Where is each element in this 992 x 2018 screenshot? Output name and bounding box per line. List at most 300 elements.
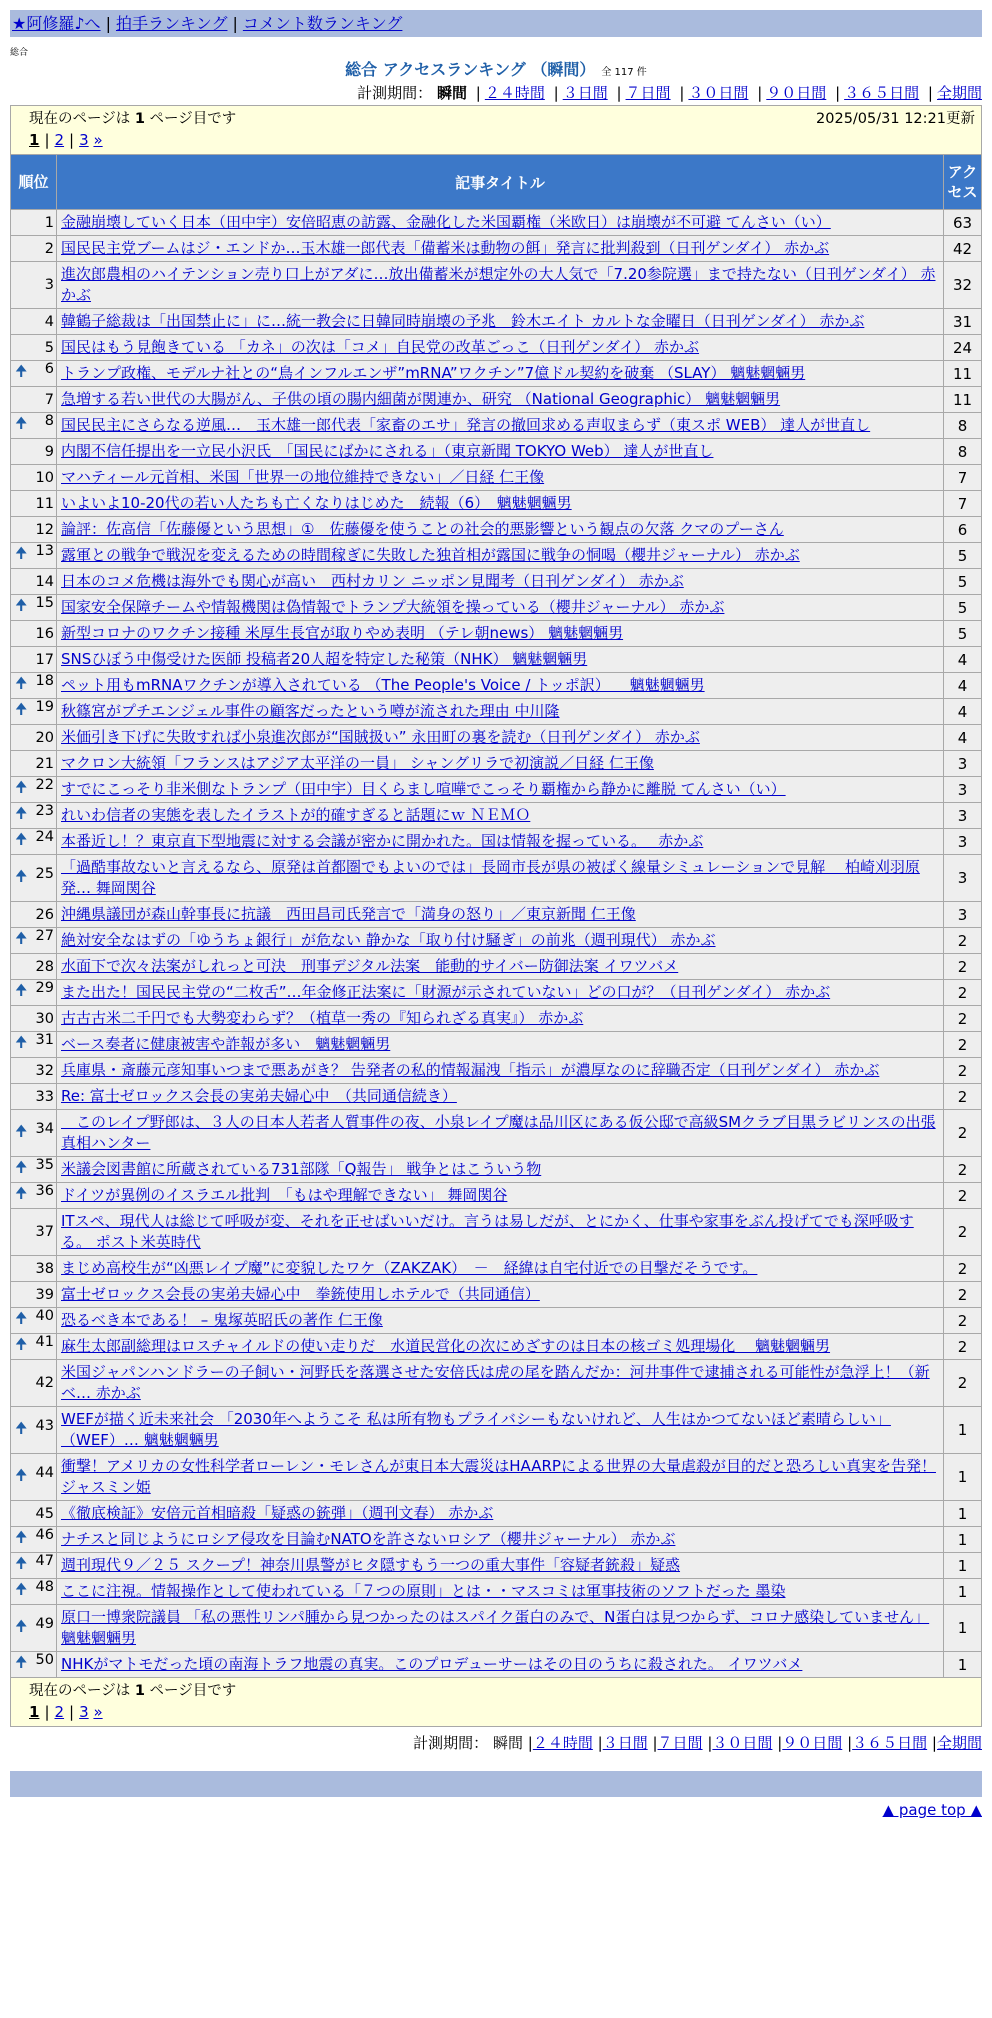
title-cell (57, 777, 944, 803)
rank-up-arrow-icon: 🠉 (15, 929, 28, 947)
rank-number: 3 (44, 277, 54, 293)
access-count: 2 (943, 1157, 981, 1183)
rank-cell (11, 1652, 57, 1678)
access-count: 2 (943, 1334, 981, 1360)
rank-cell (11, 980, 57, 1006)
table-row (11, 1501, 982, 1527)
title-cell (57, 1308, 944, 1334)
rank-up-arrow-icon: 🠉 (15, 830, 28, 848)
article-title-link[interactable]: 韓鶴子総裁は「出国禁止に」に…統一教会に日韓同時崩壊の予兆 鈴木エイト カルトな金曜日（日刊ゲンダイ） 赤かぶ (61, 312, 865, 330)
rank-cell (11, 465, 57, 491)
article-title-link[interactable]: 秋篠宮がプチエンジェル事件の顧客だったという噂が流された理由 中川隆 (61, 702, 560, 720)
period-90d-bottom[interactable]: ９０日間 (782, 1734, 843, 1752)
title-cell (57, 1006, 944, 1032)
rank-number: 25 (35, 865, 54, 882)
access-count: 2 (943, 980, 981, 1006)
rank-number: 9 (44, 443, 54, 460)
table-row (11, 595, 982, 621)
updated-time: 2025/05/31 12:21更新 (816, 111, 975, 127)
rank-cell (11, 236, 57, 262)
rank-number: 18 (35, 673, 54, 689)
rank-up-arrow-icon: 🠉 (15, 1033, 28, 1051)
table-row (11, 1334, 982, 1360)
access-count: 2 (943, 1308, 981, 1334)
rank-cell (11, 1579, 57, 1605)
rank-up-arrow-icon: 🠉 (15, 1616, 28, 1635)
period-label-bottom: 計測期間： (413, 1734, 489, 1752)
access-count: 1 (943, 1652, 981, 1678)
title-cell (57, 595, 944, 621)
title-cell (57, 1084, 944, 1110)
clap-ranking-link[interactable]: 拍手ランキング (115, 14, 228, 33)
rank-cell (11, 647, 57, 673)
access-count: 2 (943, 928, 981, 954)
rank-up-arrow-icon: 🠉 (15, 804, 28, 822)
title-cell (57, 1110, 944, 1157)
title-cell (57, 491, 944, 517)
rank-number: 30 (35, 1010, 54, 1027)
title-cell (57, 829, 944, 855)
table-row (11, 1605, 982, 1652)
period-3d-bottom[interactable]: ３日間 (602, 1734, 648, 1752)
title-cell (57, 1209, 944, 1256)
title-cell (57, 1334, 944, 1360)
access-count: 6 (943, 517, 981, 543)
rank-cell (11, 1407, 57, 1454)
access-count: 1 (943, 1605, 981, 1652)
table-row (11, 1157, 982, 1183)
rank-cell (11, 309, 57, 335)
period-24h-bottom[interactable]: ２４時間 (532, 1734, 593, 1752)
title-cell (57, 335, 944, 361)
rank-cell (11, 543, 57, 569)
table-row (11, 1058, 982, 1084)
table-row (11, 1454, 982, 1501)
title-cell (57, 413, 944, 439)
title-cell (57, 902, 944, 928)
rank-number: 36 (35, 1183, 54, 1199)
table-row (11, 387, 982, 413)
table-header (11, 155, 982, 210)
table-row (11, 777, 982, 803)
rank-cell (11, 725, 57, 751)
rank-cell (11, 1360, 57, 1407)
access-count: 8 (943, 439, 981, 465)
table-row (11, 1209, 982, 1256)
rank-number: 12 (35, 521, 54, 538)
page-2-link-bottom[interactable]: 2 (54, 1703, 65, 1721)
table-row (11, 1652, 982, 1678)
rank-cell (11, 1527, 57, 1553)
article-title-link[interactable]: ここに注視。情報操作として使われている「７つの原則」とは・・マスコミは軍事技術のソフトだった 墨染 (61, 1582, 786, 1600)
article-title-link[interactable]: WEFが描く近未来社会 「2030年へようこそ 私は所有物もプライバシーもないけれど、人生はかつてないほど素晴らしい」 （WEF）… 魑魅魍魎男 (61, 1410, 891, 1449)
rank-cell (11, 1209, 57, 1256)
rank-cell (11, 803, 57, 829)
rank-number: 42 (35, 1375, 54, 1391)
title-cell (57, 517, 944, 543)
article-title-link[interactable]: いよいよ10-20代の若い人たちも亡くなりはじめた 続報（6） 魑魅魍魎男 (61, 494, 572, 512)
page-3-link-bottom[interactable]: 3 (79, 1703, 89, 1721)
table-row (11, 751, 982, 777)
article-title-link[interactable]: 兵庫県・斎藤元彦知事いつまで悪あがき？ 告発者の私的情報漏洩「指示」が濃厚なのに辞職否定（日刊ゲンダイ） 赤かぶ (61, 1061, 880, 1079)
rank-cell (11, 751, 57, 777)
title-cell (57, 1501, 944, 1527)
access-count: 5 (943, 569, 981, 595)
article-title-link[interactable]: 金融崩壊していく日本（田中宇）安倍昭恵の訪露、金融化した米国覇権（米欧日）は崩壊が不可避 てんさい（い） (61, 213, 831, 231)
article-title-link[interactable]: 日本のコメ危機は海外でも関心が高い 西村カリン ニッポン見聞考（日刊ゲンダイ） 赤かぶ (61, 572, 684, 590)
top-nav: ★阿修羅♪へ | 拍手ランキング | コメント数ランキング (10, 10, 982, 37)
title-cell (57, 1652, 944, 1678)
period-7d-bottom[interactable]: ７日間 (657, 1734, 703, 1752)
table-row (11, 902, 982, 928)
rank-up-arrow-icon: 🠉 (15, 866, 28, 885)
article-title-link[interactable]: ペット用もmRNAワクチンが導入されている （The People's Voice / トッポ訳） 魑魅魍魎男 (61, 676, 705, 694)
access-count: 1 (943, 1501, 981, 1527)
rank-number: 14 (35, 573, 54, 590)
period-selector-top: 計測期間： 瞬間 | ２４時間 | ３日間 | ７日間 | ３０日間 | ９０日間 | ３６５日間 | 全期間 (357, 84, 982, 102)
access-count: 2 (943, 1360, 981, 1407)
rank-number: 39 (35, 1286, 54, 1303)
table-row (11, 465, 982, 491)
title-cell (57, 1157, 944, 1183)
rank-up-arrow-icon: 🠉 (15, 1309, 28, 1327)
table-row (11, 954, 982, 980)
title-cell (57, 928, 944, 954)
access-count: 2 (943, 1058, 981, 1084)
period-current-bottom: 瞬間 (492, 1734, 523, 1752)
title-cell (57, 1032, 944, 1058)
rank-up-arrow-icon: 🠉 (15, 1554, 28, 1572)
article-title-link[interactable]: 内閣不信任提出を一立民小沢氏 「国民にばかにされる」（東京新聞 TOKYO Web） 達人が世直し (61, 442, 714, 460)
rank-number: 16 (35, 625, 54, 642)
rank-cell (11, 1084, 57, 1110)
table-row (11, 829, 982, 855)
title-cell (57, 543, 944, 569)
rank-cell (11, 777, 57, 803)
category-label: 総合 (10, 48, 29, 58)
title-cell (57, 1256, 944, 1282)
access-count: 11 (943, 361, 981, 387)
article-title-link[interactable]: 沖縄県議団が森山幹事長に抗議 西田昌司氏発言で「満身の怒り」／東京新聞 仁王像 (61, 905, 636, 923)
access-count: 7 (943, 491, 981, 517)
article-title-link[interactable]: すでにこっそり非米側なトランプ（田中宇）目くらまし喧嘩でこっそり覇権から静かに離脱 てんさい（い） (61, 780, 786, 798)
pagination-bottom: 1 | 2 | 3 » (29, 1703, 103, 1721)
rank-number: 5 (44, 339, 54, 356)
rank-number: 33 (35, 1088, 54, 1105)
rank-number: 40 (35, 1308, 54, 1324)
rank-number: 27 (35, 928, 54, 944)
period-label: 計測期間： (357, 84, 433, 102)
rank-up-arrow-icon: 🠉 (15, 778, 28, 796)
rank-cell (11, 1454, 57, 1501)
article-title-link[interactable]: 週刊現代９／２５ スクープ！神奈川県警がヒタ隠すもう一つの重大事件「容疑者銃殺」疑惑 (61, 1556, 681, 1574)
article-title-link[interactable]: ドイツが異例のイスラエル批判 「もはや理解できない」 舞岡関谷 (61, 1186, 508, 1204)
article-title-link[interactable]: 麻生太郎副総理はロスチャイルドの使い走りだ 水道民営化の次にめざすのは日本の核ゴミ処理場化 魑魅魍魎男 (61, 1337, 831, 1355)
pager-bottom (11, 1678, 982, 1727)
rank-cell (11, 387, 57, 413)
rank-cell (11, 595, 57, 621)
access-count: 11 (943, 387, 981, 413)
rank-cell (11, 928, 57, 954)
rank-number: 37 (35, 1224, 54, 1240)
rank-up-arrow-icon: 🠉 (15, 700, 28, 718)
title-cell (57, 1605, 944, 1652)
period-selector-bottom: 計測期間： 瞬間 |２４時間 |３日間 |７日間 |３０日間 |９０日間 |３６５日間 |全期間 (413, 1734, 982, 1752)
article-title-link[interactable]: 古古古米二千円でも大勢変わらず？（植草一秀の『知られざる真実』） 赤かぶ (61, 1009, 584, 1027)
rank-up-arrow-icon: 🠉 (15, 1184, 28, 1202)
rank-number: 31 (35, 1032, 54, 1048)
article-title-link[interactable]: 国民はもう見飽きている 「カネ」の次は「コメ」自民党の改革ごっこ（日刊ゲンダイ） 赤かぶ (61, 338, 700, 356)
rank-cell (11, 361, 57, 387)
period-7d[interactable]: ７日間 (625, 84, 671, 102)
access-count: 2 (943, 1183, 981, 1209)
access-count: 1 (943, 1527, 981, 1553)
table-row (11, 413, 982, 439)
rank-number: 21 (35, 755, 54, 772)
article-title-link[interactable]: 米国ジャパンハンドラーの子飼い・河野氏を落選させた安倍氏は虎の尾を踏んだか：河井事件で逮捕される可能性が急浮上！（新ベ… 赤かぶ (61, 1363, 930, 1402)
rank-cell (11, 1334, 57, 1360)
rank-cell (11, 1183, 57, 1209)
access-count: 32 (943, 262, 981, 309)
article-title-link[interactable]: 急増する若い世代の大腸がん、子供の頃の腸内細菌が関連か、研究 （National Geographic） 魑魅魍魎男 (61, 390, 781, 408)
rank-up-arrow-icon: 🠉 (15, 1121, 28, 1140)
article-title-link[interactable]: 《徹底検証》安倍元首相暗殺「疑惑の銃弾」（週刊文春） 赤かぶ (61, 1504, 494, 1522)
rank-cell (11, 210, 57, 236)
rank-number: 48 (35, 1579, 54, 1595)
table-row (11, 1360, 982, 1407)
table-row (11, 361, 982, 387)
title-cell (57, 387, 944, 413)
rank-cell (11, 855, 57, 902)
period-3d[interactable]: ３日間 (562, 84, 608, 102)
rank-number: 45 (35, 1505, 54, 1522)
page-top-link[interactable]: ▲ page top ▲ (882, 1801, 982, 1819)
period-365d[interactable]: ３６５日間 (844, 84, 920, 102)
rank-up-arrow-icon: 🠉 (15, 362, 28, 380)
next-page-link-bottom[interactable]: » (93, 1703, 103, 1721)
table-row (11, 1084, 982, 1110)
rank-cell (11, 335, 57, 361)
article-title-link[interactable]: このレイプ野郎は、３人の日本人若者人質事件の夜、小泉レイプ魔は品川区にある仮公邸で高級SMクラブ目黒ラビリンスの出張 真相ハンター (61, 1113, 936, 1152)
rank-number: 7 (44, 391, 54, 408)
rank-up-arrow-icon: 🠉 (15, 544, 28, 562)
access-count: 4 (943, 725, 981, 751)
page-2-link[interactable]: 2 (54, 131, 65, 149)
footer-bar (10, 1771, 982, 1797)
table-row (11, 262, 982, 309)
page-top-row (10, 1797, 982, 1823)
article-title-link[interactable]: 国民民主にさらなる逆風… 玉木雄一郎代表「家畜のエサ」発言の撤回求める声収まらず（東スポ WEB） 達人が世直し (61, 416, 871, 434)
rank-cell (11, 1605, 57, 1652)
rank-cell (11, 439, 57, 465)
period-90d[interactable]: ９０日間 (766, 84, 827, 102)
article-title-link[interactable]: SNSひぼう中傷受けた医師 投稿者20人超を特定した秘策（NHK） 魑魅魍魎男 (61, 650, 588, 668)
rank-cell (11, 1308, 57, 1334)
rank-cell (11, 954, 57, 980)
rank-up-arrow-icon: 🠉 (15, 1653, 28, 1671)
article-title-link[interactable]: ベース奏者に健康被害や詐報が多い 魑魅魍魎男 (61, 1035, 391, 1053)
article-title-link[interactable]: マクロン大統領「フランスはアジア太平洋の一員」 シャングリラで初演説／日経 仁王像 (61, 754, 654, 772)
home-link[interactable]: ★阿修羅♪へ (12, 14, 101, 33)
access-count: 2 (943, 1282, 981, 1308)
article-title-link[interactable]: トランプ政権、モデルナ社との“鳥インフルエンザ”mRNA”ワクチン”7億ドル契約を破棄 （SLAY） 魑魅魍魎男 (61, 364, 806, 382)
rank-number: 47 (35, 1553, 54, 1569)
access-count: 3 (943, 829, 981, 855)
current-page-text: 現在のページは 1 ページ目です (29, 111, 237, 127)
article-title-link[interactable]: 米議会図書館に所蔵されている731部隊「Q報告」 戦争とはこういう物 (61, 1160, 542, 1178)
rank-up-arrow-icon: 🠉 (15, 596, 28, 614)
article-title-link[interactable]: NHKがマトモだった頃の南海トラフ地震の真実。このプロデューサーはその日のうちに殺された。 イワツバメ (61, 1655, 803, 1673)
period-all[interactable]: 全期間 (936, 84, 982, 102)
rank-cell (11, 1032, 57, 1058)
page-3-link[interactable]: 3 (79, 131, 89, 149)
rank-number: 28 (35, 958, 54, 975)
table-row (11, 1256, 982, 1282)
article-title-link[interactable]: 論評：佐高信「佐藤優という思想」① 佐藤優を使うことの社会的悪影響という観点の欠落 クマのプーさん (61, 520, 784, 538)
period-24h[interactable]: ２４時間 (484, 84, 545, 102)
rank-cell (11, 902, 57, 928)
rank-up-arrow-icon: 🠉 (15, 981, 28, 999)
period-all-bottom[interactable]: 全期間 (936, 1734, 982, 1752)
table-row (11, 1282, 982, 1308)
access-count: 5 (943, 595, 981, 621)
rank-cell (11, 673, 57, 699)
access-count: 3 (943, 803, 981, 829)
next-page-link[interactable]: » (93, 131, 103, 149)
rank-number: 46 (35, 1527, 54, 1543)
access-count: 5 (943, 543, 981, 569)
title-cell (57, 1527, 944, 1553)
table-row (11, 673, 982, 699)
rank-cell (11, 699, 57, 725)
article-title-link[interactable]: ITスペ、現代人は総じて呼吸が変、それを正せばいいだけ。言うは易しだが、とにかく、仕事や家事をぶん投げてでも深呼吸する。 ポスト米英時代 (61, 1212, 914, 1251)
rank-number: 15 (35, 595, 54, 611)
rank-up-arrow-icon: 🠉 (15, 414, 28, 432)
period-30d[interactable]: ３０日間 (688, 84, 749, 102)
rank-number: 50 (35, 1652, 54, 1668)
table-row (11, 647, 982, 673)
rank-number: 29 (35, 980, 54, 996)
table-row (11, 1110, 982, 1157)
page-title-line (10, 59, 982, 81)
header-title: 記事タイトル (57, 155, 944, 210)
rank-cell (11, 413, 57, 439)
article-title-link[interactable]: 国家安全保障チームや情報機関は偽情報でトランプ大統領を操っている（櫻井ジャーナル） 赤かぶ (61, 598, 725, 616)
article-title-link[interactable]: 絶対安全なはずの「ゆうちょ銀行」が危ない 静かな「取り付け騒ぎ」の前兆（週刊現代） 赤かぶ (61, 931, 716, 949)
article-title-link[interactable]: まじめ高校生が“凶悪レイプ魔”に変貌したワケ（ZAKZAK） － 経緯は自宅付近での目撃だそうです。 (61, 1259, 758, 1277)
article-title-link[interactable]: 進次郎農相のハイテンション売り口上がアダに…放出備蓄米が想定外の大人気で「7.20参院選」まで持たない（日刊ゲンダイ） 赤かぶ (61, 265, 936, 304)
access-count: 4 (943, 647, 981, 673)
access-count: 2 (943, 1032, 981, 1058)
article-title-link[interactable]: 恐るべき本である！ – 鬼塚英昭氏の著作 仁王像 (61, 1311, 383, 1329)
header-access: アクセス (943, 155, 981, 210)
comment-ranking-link[interactable]: コメント数ランキング (242, 14, 403, 33)
title-cell (57, 236, 944, 262)
page-1-current: 1 (29, 131, 40, 149)
article-title-link[interactable]: 新型コロナのワクチン接種 米厚生長官が取りやめ表明 （テレ朝news） 魑魅魍魎男 (61, 624, 624, 642)
table-row (11, 699, 982, 725)
article-title-link[interactable]: 衝撃！アメリカの女性科学者ローレン・モレさんが東日本大震災はHAARPによる世界の大量虐殺が目的だと恐ろしい真実を告発！ ジャスミン姫 (61, 1457, 936, 1496)
title-cell (57, 309, 944, 335)
table-row (11, 569, 982, 595)
article-title-link[interactable]: 原口一博衆院議員 「私の悪性リンパ腫から見つかったのはスパイク蛋白のみで、N蛋白は見つからず、コロナ感染していません」 魑魅魍魎男 (61, 1608, 930, 1647)
ranking-table (10, 105, 982, 1727)
period-30d-bottom[interactable]: ３０日間 (712, 1734, 773, 1752)
rank-number: 23 (35, 803, 54, 819)
table-row (11, 491, 982, 517)
rank-up-arrow-icon: 🠉 (15, 674, 28, 692)
rank-up-arrow-icon: 🠉 (15, 1418, 28, 1437)
pager-top (11, 106, 982, 155)
rank-cell (11, 1256, 57, 1282)
title-cell (57, 262, 944, 309)
article-title-link[interactable]: マハティール元首相、米国「世界一の地位維持できない」／日経 仁王像 (61, 468, 545, 486)
access-count: 3 (943, 777, 981, 803)
article-title-link[interactable]: 露軍との戦争で戦況を変えるための時間稼ぎに失敗した独首相が露国に戦争の恫喝（櫻井ジャーナル） 赤かぶ (61, 546, 800, 564)
article-title-link[interactable]: 本番近し！？東京直下型地震に対する会議が密かに開かれた。国は情報を握っている。 赤かぶ (61, 832, 704, 850)
rank-cell (11, 1110, 57, 1157)
rank-number: 24 (35, 829, 54, 845)
title-cell (57, 980, 944, 1006)
title-cell (57, 855, 944, 902)
title-cell (57, 361, 944, 387)
rank-cell (11, 1157, 57, 1183)
title-cell (57, 1454, 944, 1501)
article-title-link[interactable]: また出た！国民民主党の“二枚舌”…年金修正法案に「財源が示されていない」どの口が？（日刊ゲンダイ） 赤かぶ (61, 983, 831, 1001)
table-row (11, 928, 982, 954)
total-count: 全 117 件 (601, 67, 647, 78)
rank-cell (11, 1553, 57, 1579)
rank-number: 10 (35, 469, 54, 486)
article-title-link[interactable]: 富士ゼロックス会長の実弟夫婦心中 拳銃使用しホテルで（共同通信） (61, 1285, 540, 1303)
table-row (11, 1183, 982, 1209)
title-cell (57, 1407, 944, 1454)
article-title-link[interactable]: 水面下で次々法案がしれっと可決 刑事デジタル法案 能動的サイバー防御法案 イワツバメ (61, 957, 679, 975)
article-title-link[interactable]: Re: 富士ゼロックス会長の実弟夫婦心中 （共同通信続き） (61, 1087, 457, 1105)
rank-cell (11, 1501, 57, 1527)
access-count: 2 (943, 1006, 981, 1032)
access-count: 31 (943, 309, 981, 335)
article-title-link[interactable]: れいわ信者の実態を表したイラストが的確すぎると話題にｗ ＮＥＭＯ (61, 806, 531, 824)
rank-number: 38 (35, 1260, 54, 1277)
rank-number: 34 (35, 1120, 54, 1137)
page-wrapper (10, 10, 982, 1823)
access-count: 3 (943, 855, 981, 902)
table-row (11, 855, 982, 902)
rank-up-arrow-icon: 🠉 (15, 1465, 28, 1484)
rank-number: 49 (35, 1615, 54, 1632)
period-365d-bottom[interactable]: ３６５日間 (852, 1734, 928, 1752)
access-count: 1 (943, 1454, 981, 1501)
page-title: 総合 アクセスランキング （瞬間） (345, 60, 596, 79)
title-cell (57, 621, 944, 647)
article-title-link[interactable]: 国民民主党ブームはジ・エンドか…玉木雄一郎代表「備蓄米は動物の餌」発言に批判殺到（日刊ゲンダイ） 赤かぶ (61, 239, 830, 257)
title-cell (57, 1553, 944, 1579)
article-title-link[interactable]: 米価引き下げに失敗すれば小泉進次郎が“国賊扱い” 永田町の裏を読む（日刊ゲンダイ） 赤かぶ (61, 728, 700, 746)
rank-cell (11, 621, 57, 647)
title-cell (57, 569, 944, 595)
access-count: 63 (943, 210, 981, 236)
title-cell (57, 439, 944, 465)
article-title-link[interactable]: ナチスと同じようにロシア侵攻を目論むNATOを許さないロシア（櫻井ジャーナル） 赤かぶ (61, 1530, 676, 1548)
article-title-link[interactable]: 「過酷事故ないと言えるなら、原発は首都圏でもよいのでは」長岡市長が県の被ばく線量シミュレーションで見解 柏崎刈羽原発… 舞岡関谷 (61, 858, 920, 897)
rank-cell (11, 491, 57, 517)
rank-number: 1 (44, 214, 54, 231)
rank-number: 6 (44, 361, 54, 377)
title-cell (57, 725, 944, 751)
rank-cell (11, 1058, 57, 1084)
table-row (11, 439, 982, 465)
